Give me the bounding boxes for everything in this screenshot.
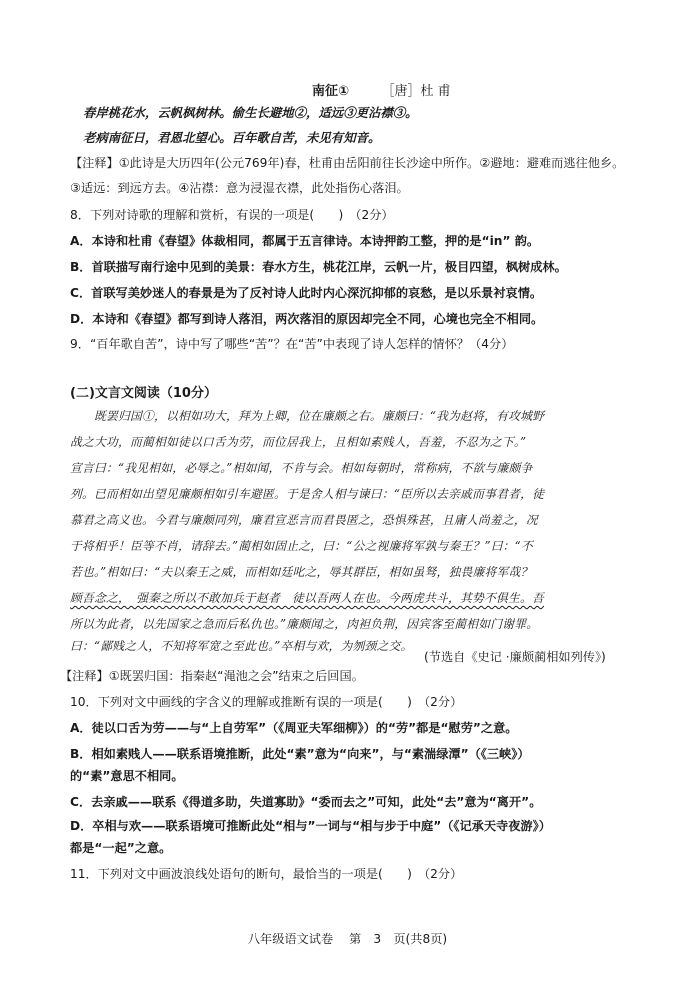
- question-8-option-d: D．本诗和《春望》都写到诗人落泪，两次落泪的原因却完全不同，心境也完全不相同。: [70, 312, 544, 326]
- question-10-option-a: A．徒以口舌为劳——与“上自劳军”（《周亚夫军细柳》）的“劳”都是“慰劳”之意。: [70, 721, 518, 735]
- passage-line-6: 于将相乎！臣等不肖，请辞去。”蔺相如固止之，曰：“公之视廉将军孰与秦王？”曰：“不: [70, 539, 533, 553]
- passage-line-7: 若也。”相如曰：“夫以秦王之威，而相如廷叱之，辱其群臣，相如虽驽，独畏廉将军哉？: [70, 565, 533, 579]
- passage-line-1: 既罢归国①，以相如功大，拜为上卿，位在廉颇之右。廉颇曰：“我为赵将，有攻城野: [70, 409, 545, 423]
- passage-note: 【注释】①既罢归国：指秦赵“渑池之会”结束之后回国。: [60, 669, 364, 683]
- question-10-option-d-cont: 都是“一起”之意。: [70, 841, 172, 855]
- poem-note-1: 【注释】①此诗是大历四年(公元769年)春，杜甫由岳阳前往长沙途中所作。②避地：避难而逃往他乡。: [70, 156, 625, 170]
- passage-line-9: 所以为此者，以先国家之急而后私仇也。”廉颇闻之，肉袒负荆，因宾客至蔺相如门谢罪。: [70, 617, 539, 631]
- question-10-stem: 10．下列对文中画线的字含义的理解或推断有误的一项是( ) （2分）: [70, 695, 463, 709]
- passage-source: (节选自《史记 ·廉颇蔺相如列传》): [424, 650, 606, 664]
- question-10-option-c: C．去亲戚——联系《得道多助，失道寡助》“委而去之”可知，此处“去”意为“离开”。: [70, 795, 542, 809]
- poem-title-text: 南征①: [312, 84, 350, 99]
- page-footer: [0, 930, 695, 947]
- poem-title: [312, 80, 451, 99]
- question-8-option-c: C．首联写美妙迷人的春景是为了反衬诗人此时内心深沉抑郁的哀愁，是以乐景衬哀情。: [70, 286, 543, 300]
- question-11-stem: 11．下列对文中画波浪线处语句的断句，最恰当的一项是( ) （2分）: [70, 867, 463, 881]
- passage-line-8-wavy: 顾吾念之， 强秦之所以不敢加兵于赵者 徒以吾两人在也。今两虎共斗，其势不俱生。吾: [70, 591, 544, 605]
- section-heading: (二)文言文阅读（10分）: [70, 386, 217, 401]
- question-8-option-a: A．本诗和杜甫《春望》体裁相同，都属于五言律诗。本诗押韵工整，押的是“in” 韵。: [70, 234, 540, 248]
- footer-subject: 八年级语文试卷: [247, 932, 334, 946]
- footer-page-number: 第 3 页(共8页): [349, 932, 448, 946]
- poem-line-1: 春岸桃花水，云帆枫树林。偷生长避地②，适远③更沾襟③。: [83, 105, 418, 120]
- question-8-stem: 8．下列对诗歌的理解和赏析，有误的一项是( ) （2分）: [70, 208, 394, 222]
- question-10-option-b-cont: 的“素”意思不相同。: [70, 769, 184, 783]
- passage-line-10: 曰：“鄙贱之人，不知将军宽之至此也。”卒相与欢，为刎颈之交。: [70, 639, 413, 653]
- passage-line-5: 慕君之高义也。今君与廉颇同列，廉君宣恶言而君畏匿之，恐惧殊甚，且庸人尚羞之，况: [70, 513, 538, 527]
- poem-author: ［唐］杜 甫: [381, 84, 451, 99]
- passage-line-4: 列。已而相如出望见廉颇相如引车避匿。于是舍人相与谏曰：“臣所以去亲戚而事君者，徒: [70, 487, 545, 501]
- question-9-stem: 9．“百年歌自苦”，诗中写了哪些“苦”？在“苦”中表现了诗人怎样的情怀？（4分）: [70, 337, 514, 351]
- question-10-option-d: D．卒相与欢——联系语境可推断此处“相与”一词与“相与步于中庭”（《记承天寺夜游》）: [70, 819, 551, 833]
- question-10-option-b: B．相如素贱人——联系语境推断，此处“素”意为“向来”，与“素湍绿潭”（《三峡》）: [70, 747, 530, 761]
- question-8-option-b: B．首联描写南行途中见到的美景：春水方生，桃花江岸，云帆一片，极目四望，枫树成林。: [70, 260, 567, 274]
- poem-note-2: ③适远：到远方去。④沾襟：意为浸湿衣襟，此处指伤心落泪。: [70, 181, 409, 195]
- passage-line-2: 战之大功，而蔺相如徒以口舌为劳，而位居我上，且相如素贱人，吾羞，不忍为之下。”: [70, 435, 527, 449]
- passage-line-3: 宣言曰：“我见相如，必辱之。”相如闻，不肯与会。相如每朝时，常称病，不欲与廉颇争: [70, 461, 533, 475]
- poem-line-2: 老病南征日，君恩北望心。百年歌自苦，未见有知音。: [83, 130, 381, 145]
